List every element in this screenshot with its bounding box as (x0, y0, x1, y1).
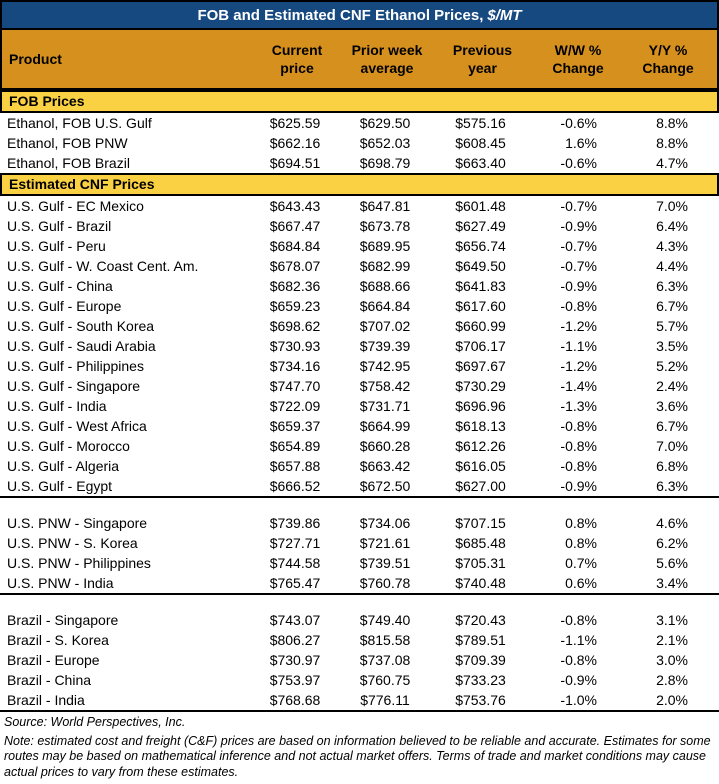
column-header-label: Product (9, 51, 62, 67)
table-row (0, 650, 719, 670)
ww-change-cell: -0.8% (560, 612, 597, 628)
ww-change-cell: 0.7% (565, 555, 597, 571)
prior-week-average-cell: $663.42 (359, 458, 411, 474)
yy-change-cell: 7.0% (656, 198, 688, 214)
fob-rows-group (0, 113, 719, 173)
prior-week-average-cell: $664.99 (359, 418, 411, 434)
table-row (0, 416, 719, 436)
prior-week-average-cell: $737.08 (359, 652, 411, 668)
ww-change-cell: -0.8% (560, 652, 597, 668)
disclaimer-note: Note: estimated cost and freight (C&F) prices are based on information believed to be reliable and accurate. Estimates for some routes may be based on mathematical inference and not actual market offers. Terms of trade and market conditions may cause actual prices to vary from these estimates. (4, 733, 711, 779)
ww-change-cell: -1.3% (560, 398, 597, 414)
column-header-prior-week-average (342, 30, 432, 88)
product-cell: U.S. PNW - Philippines (7, 555, 151, 571)
ww-change-cell: -0.9% (560, 278, 597, 294)
ww-change-cell: -0.6% (560, 115, 597, 131)
ww-change-cell: -0.7% (560, 238, 597, 254)
yy-change-cell: 5.2% (656, 358, 688, 374)
previous-year-cell: $697.67 (455, 358, 506, 374)
table-row (0, 690, 719, 710)
table-row (0, 670, 719, 690)
yy-change-cell: 3.4% (656, 575, 688, 591)
previous-year-cell: $733.23 (455, 672, 506, 688)
yy-change-cell: 6.4% (656, 218, 688, 234)
current-price-cell: $678.07 (269, 258, 321, 274)
yy-change-cell: 3.5% (656, 338, 688, 354)
prior-week-average-cell: $758.42 (359, 378, 411, 394)
table-title-bar (0, 0, 719, 30)
product-cell: U.S. PNW - India (7, 575, 114, 591)
prior-week-average-cell: $629.50 (359, 115, 411, 131)
table-row (0, 336, 719, 356)
table-row (0, 513, 719, 533)
yy-change-cell: 5.7% (656, 318, 688, 334)
prior-week-average-cell: $760.75 (359, 672, 411, 688)
yy-change-cell: 6.3% (656, 278, 688, 294)
prior-week-average-cell: $760.78 (359, 575, 411, 591)
product-cell: U.S. Gulf - Philippines (7, 358, 144, 374)
current-price-cell: $625.59 (269, 115, 321, 131)
prior-week-average-cell: $739.51 (359, 555, 411, 571)
yy-change-cell: 6.7% (656, 298, 688, 314)
yy-change-cell: 2.4% (656, 378, 688, 394)
previous-year-cell: $685.48 (455, 535, 506, 551)
prior-week-average-cell: $660.28 (359, 438, 411, 454)
current-price-cell: $659.23 (269, 298, 321, 314)
previous-year-cell: $617.60 (455, 298, 506, 314)
ww-change-cell: -0.6% (560, 155, 597, 171)
prior-week-average-cell: $688.66 (359, 278, 411, 294)
product-cell: U.S. PNW - S. Korea (7, 535, 138, 551)
previous-year-cell: $705.31 (455, 555, 506, 571)
product-cell: U.S. Gulf - China (7, 278, 113, 294)
yy-change-cell: 3.1% (656, 612, 688, 628)
column-header-label: Y/Y % (648, 42, 688, 58)
us-pnw-rows-group (0, 513, 719, 595)
prior-week-average-cell: $707.02 (359, 318, 411, 334)
ww-change-cell: -0.9% (560, 478, 597, 494)
ww-change-cell: -0.9% (560, 218, 597, 234)
previous-year-cell: $656.74 (455, 238, 506, 254)
product-cell: U.S. Gulf - Egypt (7, 478, 113, 494)
table-row (0, 476, 719, 496)
ww-change-cell: -0.8% (560, 418, 597, 434)
column-header-label: average (360, 60, 414, 76)
previous-year-cell: $575.16 (455, 115, 506, 131)
yy-change-cell: 6.7% (656, 418, 688, 434)
column-header-ww-change (533, 30, 623, 88)
table-row (0, 276, 719, 296)
product-cell: U.S. Gulf - W. Coast Cent. Am. (7, 258, 199, 274)
current-price-cell: $682.36 (269, 278, 321, 294)
prior-week-average-cell: $815.58 (359, 632, 411, 648)
current-price-cell: $747.70 (269, 378, 321, 394)
current-price-cell: $730.97 (269, 652, 321, 668)
previous-year-cell: $709.39 (455, 652, 506, 668)
table-row (0, 153, 719, 173)
yy-change-cell: 8.8% (656, 135, 688, 151)
group-separator (0, 595, 719, 610)
prior-week-average-cell: $689.95 (359, 238, 411, 254)
prior-week-average-cell: $652.03 (359, 135, 411, 151)
ww-change-cell: 0.6% (565, 575, 597, 591)
yy-change-cell: 7.0% (656, 438, 688, 454)
table-footer (0, 712, 719, 784)
product-cell: U.S. Gulf - Brazil (7, 218, 112, 234)
prior-week-average-cell: $698.79 (359, 155, 411, 171)
column-header-label: Previous (452, 42, 513, 58)
ww-change-cell: -1.1% (560, 632, 597, 648)
current-price-cell: $734.16 (269, 358, 321, 374)
previous-year-cell: $618.13 (455, 418, 506, 434)
ww-change-cell: -0.8% (560, 438, 597, 454)
previous-year-cell: $740.48 (455, 575, 506, 591)
previous-year-cell: $663.40 (455, 155, 506, 171)
column-header-label: year (468, 60, 497, 76)
yy-change-cell: 4.4% (656, 258, 688, 274)
ww-change-cell: -1.2% (560, 318, 597, 334)
ww-change-cell: -1.2% (560, 358, 597, 374)
prior-week-average-cell: $647.81 (359, 198, 411, 214)
prior-week-average-cell: $664.84 (359, 298, 411, 314)
product-cell: U.S. Gulf - Peru (7, 238, 106, 254)
table-row (0, 376, 719, 396)
section-header-estimated-cnf-prices: Estimated CNF Prices (0, 173, 719, 196)
yy-change-cell: 4.7% (656, 155, 688, 171)
table-row (0, 553, 719, 573)
product-cell: U.S. PNW - Singapore (7, 515, 148, 531)
current-price-cell: $744.58 (269, 555, 321, 571)
previous-year-cell: $720.43 (455, 612, 506, 628)
us-gulf-rows-group (0, 196, 719, 498)
group-separator (0, 498, 719, 513)
table-title-unit: $/MT (487, 6, 522, 24)
table-row (0, 316, 719, 336)
current-price-cell: $722.09 (269, 398, 321, 414)
table-row (0, 256, 719, 276)
current-price-cell: $643.43 (269, 198, 321, 214)
source-note: Source: World Perspectives, Inc. (4, 715, 186, 729)
previous-year-cell: $612.26 (455, 438, 506, 454)
current-price-cell: $698.62 (269, 318, 321, 334)
yy-change-cell: 8.8% (656, 115, 688, 131)
column-header-label: Change (642, 60, 694, 76)
current-price-cell: $657.88 (269, 458, 321, 474)
ww-change-cell: -0.8% (560, 458, 597, 474)
current-price-cell: $666.52 (269, 478, 321, 494)
table-row (0, 610, 719, 630)
product-cell: Brazil - Europe (7, 652, 100, 668)
column-header-label: Change (552, 60, 604, 76)
previous-year-cell: $616.05 (455, 458, 506, 474)
ww-change-cell: 1.6% (565, 135, 597, 151)
ww-change-cell: -1.4% (560, 378, 597, 394)
table-row (0, 296, 719, 316)
previous-year-cell: $627.00 (455, 478, 506, 494)
yy-change-cell: 2.8% (656, 672, 688, 688)
current-price-cell: $730.93 (269, 338, 321, 354)
current-price-cell: $727.71 (269, 535, 321, 551)
current-price-cell: $694.51 (269, 155, 321, 171)
product-cell: U.S. Gulf - Algeria (7, 458, 120, 474)
table-row (0, 196, 719, 216)
product-cell: U.S. Gulf - India (7, 398, 107, 414)
yy-change-cell: 4.3% (656, 238, 688, 254)
ww-change-cell: -0.7% (560, 198, 597, 214)
product-cell: U.S. Gulf - Morocco (7, 438, 130, 454)
current-price-cell: $654.89 (269, 438, 321, 454)
table-row (0, 133, 719, 153)
ww-change-cell: -0.9% (560, 672, 597, 688)
current-price-cell: $743.07 (269, 612, 321, 628)
prior-week-average-cell: $721.61 (359, 535, 411, 551)
brazil-rows-group (0, 610, 719, 712)
previous-year-cell: $696.96 (455, 398, 506, 414)
column-header-label: Prior week (351, 42, 423, 58)
table-row (0, 533, 719, 553)
yy-change-cell: 3.0% (656, 652, 688, 668)
prior-week-average-cell: $734.06 (359, 515, 411, 531)
table-row (0, 113, 719, 133)
product-cell: Ethanol, FOB U.S. Gulf (7, 115, 152, 131)
product-cell: U.S. Gulf - Europe (7, 298, 122, 314)
product-cell: Ethanol, FOB Brazil (7, 155, 130, 171)
product-cell: U.S. Gulf - Singapore (7, 378, 141, 394)
yy-change-cell: 2.1% (656, 632, 688, 648)
current-price-cell: $684.84 (269, 238, 321, 254)
current-price-cell: $739.86 (269, 515, 321, 531)
prior-week-average-cell: $672.50 (359, 478, 411, 494)
current-price-cell: $768.68 (269, 692, 321, 708)
product-cell: Brazil - S. Korea (7, 632, 109, 648)
yy-change-cell: 4.6% (656, 515, 688, 531)
ww-change-cell: -0.8% (560, 298, 597, 314)
product-cell: U.S. Gulf - EC Mexico (7, 198, 144, 214)
prior-week-average-cell: $731.71 (359, 398, 411, 414)
table-row (0, 356, 719, 376)
previous-year-cell: $706.17 (455, 338, 506, 354)
column-header-yy-change (623, 30, 713, 88)
yy-change-cell: 5.6% (656, 555, 688, 571)
yy-change-cell: 6.8% (656, 458, 688, 474)
yy-change-cell: 6.2% (656, 535, 688, 551)
previous-year-cell: $730.29 (455, 378, 506, 394)
column-header-current-price (252, 30, 342, 88)
yy-change-cell: 2.0% (656, 692, 688, 708)
section-header-fob-prices: FOB Prices (0, 90, 719, 113)
prior-week-average-cell: $749.40 (359, 612, 411, 628)
prior-week-average-cell: $673.78 (359, 218, 411, 234)
table-row (0, 630, 719, 650)
table-row (0, 396, 719, 416)
table-row (0, 573, 719, 593)
table-title: FOB and Estimated CNF Ethanol Prices, (197, 6, 484, 24)
column-header-row (0, 30, 719, 90)
current-price-cell: $765.47 (269, 575, 321, 591)
prior-week-average-cell: $682.99 (359, 258, 411, 274)
product-cell: Brazil - India (7, 692, 85, 708)
ww-change-cell: 0.8% (565, 535, 597, 551)
ww-change-cell: -1.1% (560, 338, 597, 354)
column-header-previous-year (432, 30, 533, 88)
ww-change-cell: -1.0% (560, 692, 597, 708)
table-row (0, 216, 719, 236)
product-cell: Brazil - Singapore (7, 612, 119, 628)
product-cell: Ethanol, FOB PNW (7, 135, 128, 151)
ww-change-cell: 0.8% (565, 515, 597, 531)
previous-year-cell: $707.15 (455, 515, 506, 531)
column-header-product (2, 30, 252, 88)
yy-change-cell: 6.3% (656, 478, 688, 494)
current-price-cell: $753.97 (269, 672, 321, 688)
product-cell: Brazil - China (7, 672, 92, 688)
previous-year-cell: $608.45 (455, 135, 506, 151)
prior-week-average-cell: $739.39 (359, 338, 411, 354)
prior-week-average-cell: $742.95 (359, 358, 411, 374)
product-cell: U.S. Gulf - South Korea (7, 318, 155, 334)
current-price-cell: $659.37 (269, 418, 321, 434)
previous-year-cell: $627.49 (455, 218, 506, 234)
table-row (0, 236, 719, 256)
previous-year-cell: $753.76 (455, 692, 506, 708)
yy-change-cell: 3.6% (656, 398, 688, 414)
column-header-label: price (280, 60, 314, 76)
current-price-cell: $806.27 (269, 632, 321, 648)
product-cell: U.S. Gulf - West Africa (7, 418, 147, 434)
column-header-label: W/W % (554, 42, 602, 58)
product-cell: U.S. Gulf - Saudi Arabia (7, 338, 156, 354)
prior-week-average-cell: $776.11 (360, 692, 410, 708)
table-row (0, 456, 719, 476)
previous-year-cell: $789.51 (455, 632, 506, 648)
previous-year-cell: $649.50 (455, 258, 506, 274)
table-row (0, 436, 719, 456)
current-price-cell: $667.47 (269, 218, 321, 234)
current-price-cell: $662.16 (269, 135, 321, 151)
previous-year-cell: $660.99 (455, 318, 506, 334)
column-header-label: Current (271, 42, 323, 58)
ww-change-cell: -0.7% (560, 258, 597, 274)
previous-year-cell: $641.83 (455, 278, 506, 294)
previous-year-cell: $601.48 (455, 198, 506, 214)
